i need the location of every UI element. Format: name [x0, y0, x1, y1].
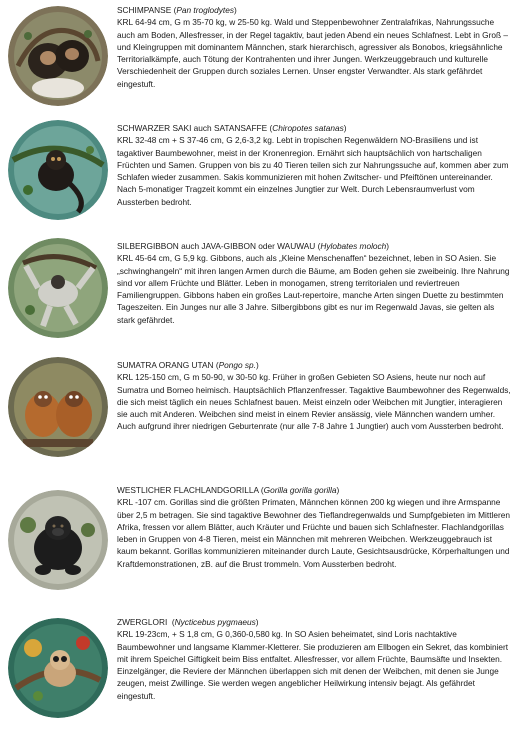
chimpanzee-plate-image [8, 6, 108, 106]
saki-title: SCHWARZER SAKI auch SATANSAFFE (Chiropotes satanas) [117, 123, 347, 133]
chimpanzee-scientific-name: Pan troglodytes [176, 5, 234, 15]
gorilla-title: WESTLICHER FLACHLANDGORILLA (Gorilla gorilla gorilla) [117, 485, 340, 495]
saki-text [117, 122, 513, 208]
orangutan-scientific-name: Pongo sp. [218, 360, 256, 370]
gorilla-description: KRL -107 cm. Gorillas sind die größten Primaten, Männchen können 200 kg wiegen und ihre Armspanne über 2,5 m betragen. Sie sind tagaktive Bewohner des Tieflandregenwalds und Sumpfgebieten im Mittleren Afrika, fressen vor allem Blätter, auch Kräuter und Früchte und bauen sich Schlafnester. Flachlandgorillas leben in Gruppen von 4-8 Tieren, meist ein Männchen mit mehreren Weibchen. Werkzeuggebrauch ist kaum bekannt. Gorillas kommunizieren miteinander durch Laute, Gesichtsausdrücke, Körperhaltungen und Kraftdemonstrationen, zB. auf die Brust trommeln. Vom Aussterben bedroht. [117, 497, 510, 569]
gibbon-description: KRL 45-64 cm, G 5,9 kg. Gibbons, auch als „Kleine Menschenaffen“ bezeichnet, leben in SO Asien. Sie „schwinghangeln“ mit ihren langen Armen durch die Bäume, am Boden gehen sie zweibeinig. Ihre Nahrung sind vor allem Früchte und Blätter. Leben in monogamen, streng territorialen und reviertreuen Familiengruppen. Gibbons haben ein großes Laut-repertoire, manche Arten singen Duette zu bestimmten Tageszeiten. Ein Junges nur alle 3 Jahre. Silbergibbons gibt es nur im Regenwald Javas, sie gelten als stark gefährdet. [117, 253, 510, 325]
gorilla-text [117, 484, 513, 570]
chimpanzee-description: KRL 64-94 cm, G m 35-70 kg, w 25-50 kg. Wald und Steppenbewohner Zentralafrikas, Nahrungssuche auch am Boden, Allesfresser, in der Regel tagaktiv, baut jeden Abend ein neues Schlafnest. Lebt in Groß – und Kleingruppen mit dominantem Männchen, stark hierarchisch, agressiver als Bonobos, kriegsähnliche Territorialkämpfe, auch Tötung der Kontrahenten und ihrer Jungen. Werkzeuggebrauch und kulturelle Verschiedenheit der Gruppen durch soziales Lernen. Unser engster Verwandter. Als stark gefährdet eingestuft. [117, 17, 508, 89]
gibbon-text [117, 240, 513, 326]
orangutan-title: SUMATRA ORANG UTAN (Pongo sp.) [117, 360, 259, 370]
gorilla-scientific-name: Gorilla gorilla gorilla [263, 485, 337, 495]
orangutan-text [117, 359, 513, 433]
gibbon-scientific-name: Hylobates moloch [320, 241, 387, 251]
gibbon-title: SILBERGIBBON auch JAVA-GIBBON oder WAUWAU (Hylobates moloch) [117, 241, 390, 251]
loris-title: ZWERGLORI (Nycticebus pygmaeus) [117, 617, 259, 627]
loris-plate-image [8, 618, 108, 718]
chimpanzee-title: SCHIMPANSE (Pan troglodytes) [117, 5, 237, 15]
saki-description: KRL 32-48 cm + S 37-46 cm, G 2,6-3,2 kg. Lebt in tropischen Regenwäldern NO-Brasiliens und ist tagaktiver Baumbewohner, meist in der Kronenregion. Ernährt sich hauptsächlich von hartschaligen Früchten und Samen. Gruppen von bis zu 40 Tieren teilen sich zur Nahrungssuche auf, kommen aber zum Schlafen wieder zusammen. Sakis kommunizieren mit hohen Zwitscher- und Pfeiftönen untereinander. Nach 5-monatiger Tragzeit kommt ein einzelnes Jungtier zur Welt. Durch Lebensraumverlust vom Aussterben bedroht. [117, 135, 509, 207]
orangutan-description: KRL 125-150 cm, G m 50-90, w 30-50 kg. Früher in großen Gebieten SO Asiens, heute nur noch auf Sumatra und Borneo heimisch. Hauptsächlich Pflanzenfresser. Tagaktive Baumbewohner des Regenwalds, die sich meist täglich ein neues Schlafnest bauen. Meist einzeln oder Weibchen mit Jungtier, interagieren sie auch mit Anderen. Weibchen sind meist in einem Revier ansässig, viele Männchen wandern umher. Auch aufgrund ihrer niedrigen Geburtenrate (nur alle 7-8 Jahre 1 Jungtier) auch vom Aussterben bedroht. [117, 372, 511, 432]
loris-scientific-name: Nycticebus pygmaeus [174, 617, 256, 627]
loris-text [117, 616, 513, 702]
chimpanzee-text [117, 4, 513, 90]
loris-description: KRL 19-23cm, + S 1,8 cm, G 0,360-0,580 kg. In SO Asien beheimatet, sind Loris nachtaktive Baumbewohner und langsame Klammer-Kletterer. Sie produzieren am Ellbogen ein Sekret, das kombiniert mit ihrem Speichel Giftigkeit beim Biss entfaltet. Allesfresser, vor allem Früchte, Baumsäfte und Insekten. Einzelgänger, die Reviere der Männchen überlappen sich mit denen der Weibchen, mit denen sie Junge zeugen, meist Zwillinge. Sie werden wegen angeblicher Heilwirkung intensiv bejagt. Als gefährdet eingestuft. [117, 629, 509, 701]
saki-plate-image [8, 120, 108, 220]
gibbon-plate-image [8, 238, 108, 338]
gorilla-plate-image [8, 490, 108, 590]
saki-scientific-name: Chiropotes satanas [272, 123, 344, 133]
orangutan-plate-image [8, 357, 108, 457]
